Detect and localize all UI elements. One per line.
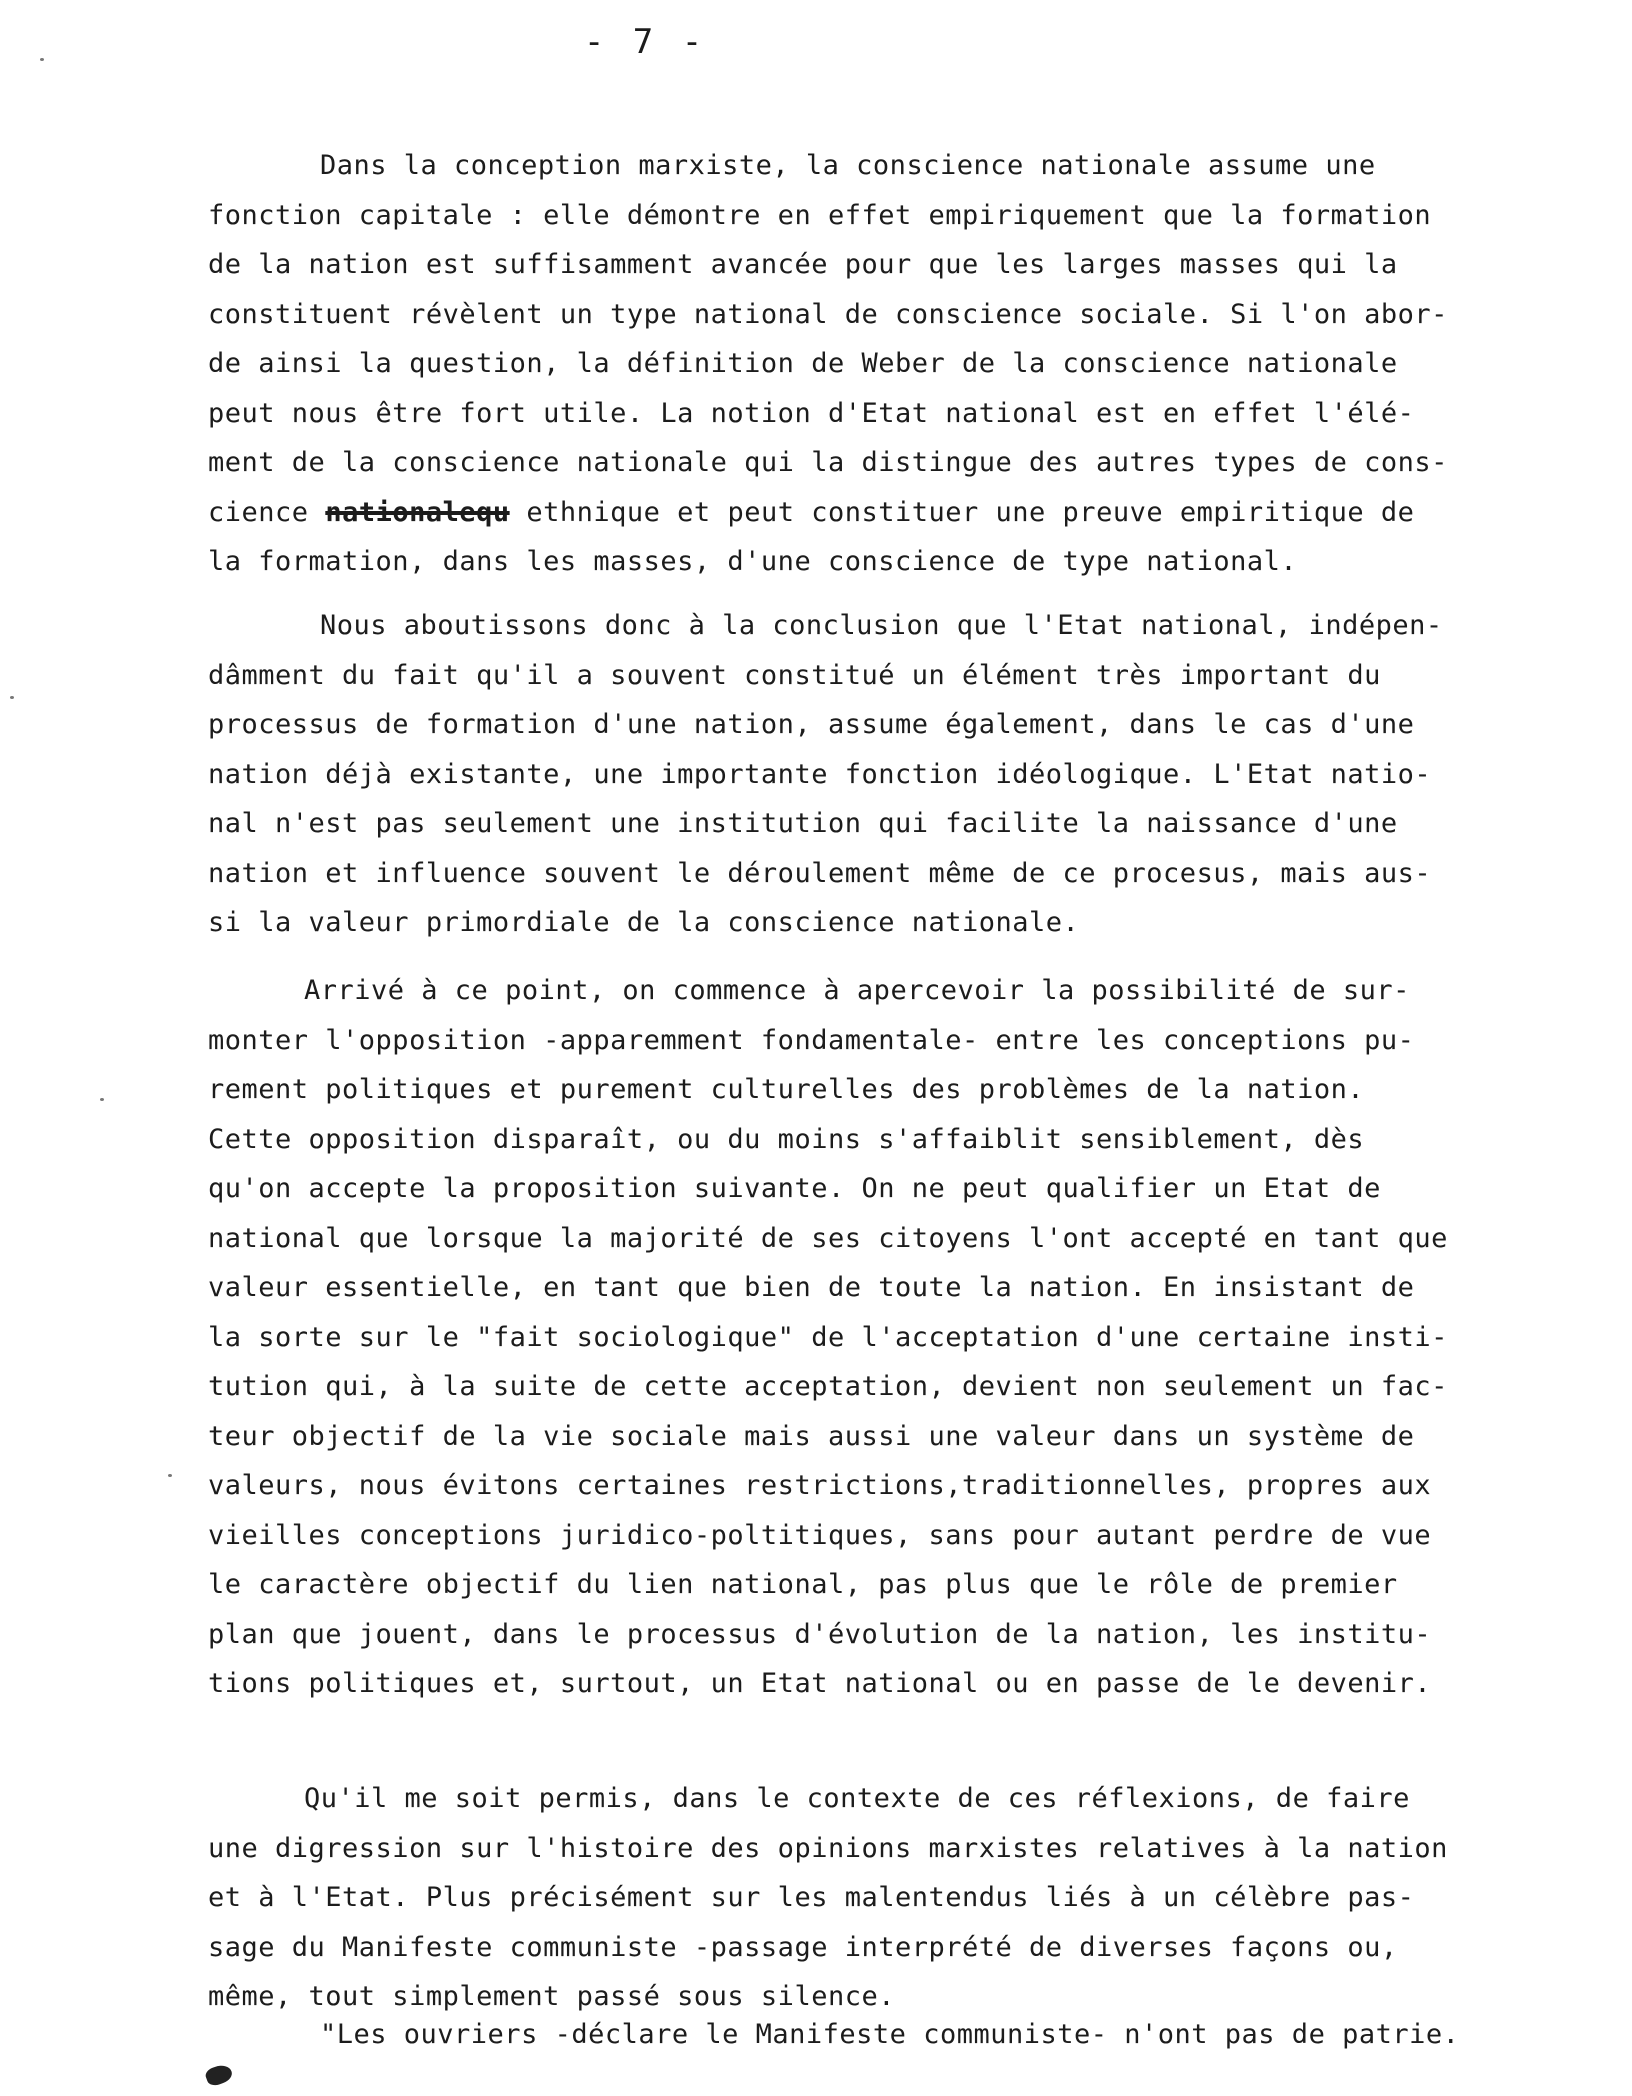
text-line-with-strikeout [208,488,1588,538]
text-line: valeur essentielle, en tant que bien de toute la nation. En insistant de [208,1272,1415,1303]
text-fragment: ethnique et peut constituer une preuve empiritique de [509,496,1415,528]
paper-speck [100,1098,104,1101]
text-line: "Les ouvriers -déclare le Manifeste communiste- n'ont pas de patrie. [320,2019,1460,2050]
text-line: Dans la conception marxiste, la conscience nationale assume une [320,150,1376,181]
paper-speck [168,1474,172,1477]
struck-out-word: nationalequ [325,496,510,528]
text-line: et à l'Etat. Plus précisément sur les malentendus liés à un célèbre pas- [208,1882,1415,1913]
paper-speck [10,696,14,699]
text-line: la sorte sur le "fait sociologique" de l'acceptation d'une certaine insti- [208,1321,1448,1353]
text-line: processus de formation d'une nation, assume également, dans le cas d'une [208,709,1415,740]
text-line: monter l'opposition -apparemment fondamentale- entre les conceptions pu- [208,1024,1415,1056]
text-line: national que lorsque la majorité de ses citoyens l'ont accepté en tant que [208,1222,1448,1254]
text-line: une digression sur l'histoire des opinions marxistes relatives à la nation [208,1832,1448,1864]
text-line: sage du Manifeste communiste -passage interprété de diverses façons ou, [208,1931,1398,1963]
paragraph-3 [208,966,1588,1709]
text-line: si la valeur primordiale de la conscience nationale. [208,907,1080,938]
paper-speck [40,58,44,61]
text-line: ment de la conscience nationale qui la distingue des autres types de cons- [208,447,1448,478]
paragraph-1 [208,141,1588,587]
text-line: le caractère objectif du lien national, pas plus que le rôle de premier [208,1569,1398,1600]
ink-blot [204,2062,235,2088]
page-number: - 7 - [583,22,707,62]
text-line: Qu'il me soit permis, dans le contexte de ces réflexions, de faire [304,1783,1410,1814]
text-line: Arrivé à ce point, on commence à apercevoir la possibilité de sur- [304,975,1410,1006]
text-line: la formation, dans les masses, d'une conscience de type national. [208,546,1298,577]
text-line: nal n'est pas seulement une institution qui facilite la naissance d'une [208,808,1398,839]
paragraph-5 [208,2010,1588,2060]
text-line: dâmment du fait qu'il a souvent constitué un élément très important du [208,659,1381,691]
text-line: de ainsi la question, la définition de Weber de la conscience nationale [208,348,1398,379]
text-line: vieilles conceptions juridico-poltitiques, sans pour autant perdre de vue [208,1519,1432,1551]
text-line: tution qui, à la suite de cette acceptation, devient non seulement un fac- [208,1371,1448,1402]
text-line: nation déjà existante, une importante fonction idéologique. L'Etat natio- [208,758,1432,790]
text-line: Nous aboutissons donc à la conclusion que l'Etat national, indépen- [320,610,1443,641]
text-line: nation et influence souvent le déroulement même de ce procesus, mais aus- [208,857,1432,889]
text-line: rement politiques et purement culturelles des problèmes de la nation. [208,1074,1365,1105]
text-line: tions politiques et, surtout, un Etat national ou en passe de le devenir. [208,1668,1432,1699]
text-line: Cette opposition disparaît, ou du moins s'affaiblit sensiblement, dès [208,1123,1365,1155]
text-line: qu'on accepte la proposition suivante. On ne peut qualifier un Etat de [208,1173,1381,1204]
text-line: valeurs, nous évitons certaines restrictions,traditionnelles, propres aux [208,1470,1432,1501]
text-fragment: cience [208,496,309,528]
paragraph-2 [208,601,1588,948]
paragraph-4 [208,1774,1588,2022]
text-line: de la nation est suffisamment avancée pour que les larges masses qui la [208,249,1398,280]
text-line: teur objectif de la vie sociale mais aussi une valeur dans un système de [208,1420,1415,1452]
text-line: plan que jouent, dans le processus d'évolution de la nation, les institu- [208,1618,1432,1650]
text-line: même, tout simplement passé sous silence. [208,1981,895,2012]
text-line: constituent révèlent un type national de conscience sociale. Si l'on abor- [208,298,1448,330]
text-line: fonction capitale : elle démontre en effet empiriquement que la formation [208,199,1432,231]
text-line: peut nous être fort utile. La notion d'Etat national est en effet l'élé- [208,397,1415,429]
